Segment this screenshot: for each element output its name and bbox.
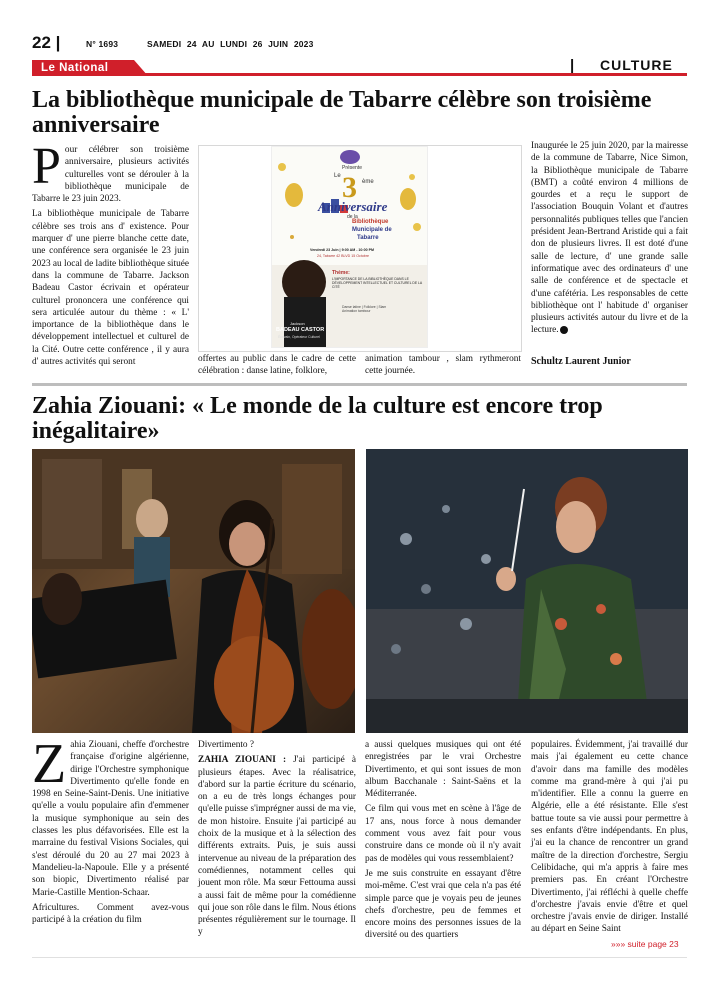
poster-library-line1: Bibliothèque [352, 219, 389, 225]
event-poster [271, 146, 428, 348]
article1-paragraph: La bibliothèque municipale de Tabarre célèbre ses trois ans d' existence. Pour marquer d' une pierre blanche cette date, une conférence sera organisée le 23 juin 2023 au local de ladite bibliothèque située dans la commune de Tabarre. Jackson Badeau Castor écrivain et opérateur culturel prononcera une conférence qui sera articulée autour du thème : « L' importance de la bibliothèque dans le développement intellectuel et culturel de la Cité. Outre cette conférence , il y aura d' autres activités qui seront [32, 209, 189, 368]
poster-library-line2: Municipale de [352, 227, 392, 233]
article2-answer2: Je me suis construite en essayant d'être moi-même. C'est vrai que cela n'a pas été simple parce que je voyais peu de jeunes chefs d'orchestre, peu de femmes et encore moins des personnes issues de la diversité ou des quartiers [365, 868, 521, 941]
section-separator: | [570, 57, 575, 74]
poster-presente: Présente [342, 165, 363, 171]
article2-question1: Africultures. Comment avez-vous participé à la création du film [32, 902, 189, 926]
article1-col4-text: Inaugurée le 25 juin 2020, par la mairesse de la commune de Tabarre, Nice Simon, la Bibliothèque municipale de Tabarre (BMT) a coûté environ 4 millions de gourdes et a reçu le support de l'association Bouquin Volant et d'autres personnalités publiques telles que l'ancien président Jean-Bertrand Aristide qui a fait don de plusieurs livres. Il est doté d'une salle de lecture, d' une grande salle informatique avec des ordinateurs d' une salle de conférence et de spectacle et d'une cafétéria. Les responsables de cette bibliothèque ont l' habitude d' organiser plusieurs activités autour du livre et de la lecture. [531, 141, 688, 336]
article1-col2-tail: offertes au public dans le cadre de cette célébration : danse latine, folklore, [198, 354, 356, 377]
poster-theme: L'IMPORTANCE DE LA BIBLIOTHÈQUE DANS LE DÉVELOPPEMENT INTELLECTUEL ET CULTUREL DE LA CITÉ [332, 277, 423, 290]
poster-speaker-first: Jackson [290, 321, 305, 326]
footer-rule [32, 957, 687, 958]
article1-drop-cap: P [32, 138, 61, 195]
article2-col1 [32, 733, 189, 929]
conductor-photo [366, 449, 688, 733]
poster-where: 24, Tabarre 42 BLVD 15 Octobre [317, 254, 370, 258]
poster-suffix: ème [362, 179, 374, 185]
article1-col1 [32, 138, 189, 371]
article2-speaker-name: ZAHIA ZIOUANI : [198, 755, 294, 766]
poster-speaker-last: BADEAU CASTOR [276, 327, 325, 333]
article2-lead: ahia Ziouani, cheffe d'orchestre française d'origine algérienne, dirige l'Orchestre symphonique Divertimento qu'elle fonde en 1998 en Seine-Saint-Denis. Une initiative qu'elle a voulu populaire afin d'emmener la musique symphonique au sein des classes les plus défavorisées. Elle est la marraine du festival Visions Sociales, qui s'est déroulé du 20 au 27 mai 2023 à Mandelieu-la-Napoule. Elle y a présenté son biopic, Divertimento réalisé par Marie-Castille Mention-Schaar. [32, 740, 189, 898]
poster-numeral: 3 [342, 171, 357, 204]
poster-theme-label: Thème: [332, 270, 350, 276]
article2-answer1: J'ai participé à plusieurs étapes. Avec la réalisatrice, d'abord sur la partie écriture du scénario, on a eu de très longs échanges pour qu'elle puisse s'imprégner aussi de ma vie, de mon histoire. Ensuite j'ai participé au choix de la musique et à la sélection des différents extraits. Puis, je suis aussi intervenue au niveau de la préparation des comédiennes, notamment celles qui jouent mon rôle. Ma sœur Fettouma aussi a aussi fait de même pour la comédienne qui joue son rôle dans le film. Nous étions présentes régulièrement sur le tournage. Il y [198, 755, 356, 938]
continued-link[interactable]: »»» suite page 23 [611, 939, 679, 949]
issue-number: N° 1693 [86, 39, 119, 49]
end-mark-icon [560, 326, 568, 334]
article1-title: La bibliothèque municipale de Tabarre célèbre son troisième anniversaire [32, 87, 652, 138]
poster-extras: Danse latine | Folklore | Slam Animation tambour [342, 305, 387, 314]
page-number: 22 | [32, 33, 61, 52]
poster-anniversaire: Anniversaire [318, 199, 388, 214]
section-label: CULTURE [600, 57, 673, 73]
article1-byline: Schultz Laurent Junior [531, 356, 631, 367]
article2-answer1-end: a aussi quelques musiques qui ont été enregistrées par le vrai Orchestre Divertimento, et qui sont issues de mon album Bacchanale : Saint-Saëns et la Méditerranée. [365, 740, 521, 800]
article2-col3 [365, 739, 521, 945]
poster-speaker-role: Écrivain, Opérateur Culturel [278, 335, 320, 339]
article1-col4 [531, 140, 688, 337]
brand-logo: Le National [32, 60, 134, 76]
article2-drop-cap: Z [32, 733, 67, 795]
article2-question1-end: Divertimento ? [198, 740, 255, 750]
article2-question2: Ce film qui vous met en scène à l'âge de 17 ans, nous force à nous demander comment vous avez fait pour vous construire dans ce monde où il n'y avait pas de modèles qui vous ressemblaient? [365, 804, 521, 864]
article1-col3-tail: animation tambour , slam rythmeront cette journée. [365, 354, 521, 377]
poster-when: Vendredi 23 Juin | 9:00 AM - 10:00 PM [310, 248, 374, 252]
article1-lead: our célébrer son troisième anniversaire, plusieurs activités culturelles vont se dérouler à la bibliothèque municipale de Tabarre le 23 juin 2023. [32, 145, 189, 205]
article-divider [32, 383, 687, 386]
brand-tab-edge [134, 60, 148, 76]
poster-de-la: de la [347, 214, 358, 220]
issue-date: SAMEDI 24 AU LUNDI 26 JUIN 2023 [147, 39, 314, 49]
article2-col4: populaires. Évidemment, j'ai travaillé dur mais j'ai également eu cette chance d'avoir dans ma famille des modèles comme ma grand-mère à qui j'ai pu m'identifier. Elle a connu la guerre en Algérie, elle a été résistante. Elle s'est battue toute sa vie aussi pour permettre à ses enfants d'être indépendants. En plus, j'ai eu la chance de rencontrer un grand maître de la direction d'orchestre, Sergiu Celibidache, qui m'a appris à faire mes premiers pas. En créant l'Orchestre Divertimento, j'ai réfléchi à quelle cheffe d'orchestre j'avais envie d'être et quel orchestre j'avais envie de diriger. Installé au départ en Seine Saint [531, 740, 688, 935]
article2-col2 [198, 739, 356, 942]
orchestra-rehearsal-photo [32, 449, 355, 733]
article2-title: Zahia Ziouani: « Le monde de la culture est encore trop inégalitaire» [32, 393, 603, 444]
poster-le: Le [334, 173, 341, 179]
poster-library-line3: Tabarre [357, 235, 379, 241]
